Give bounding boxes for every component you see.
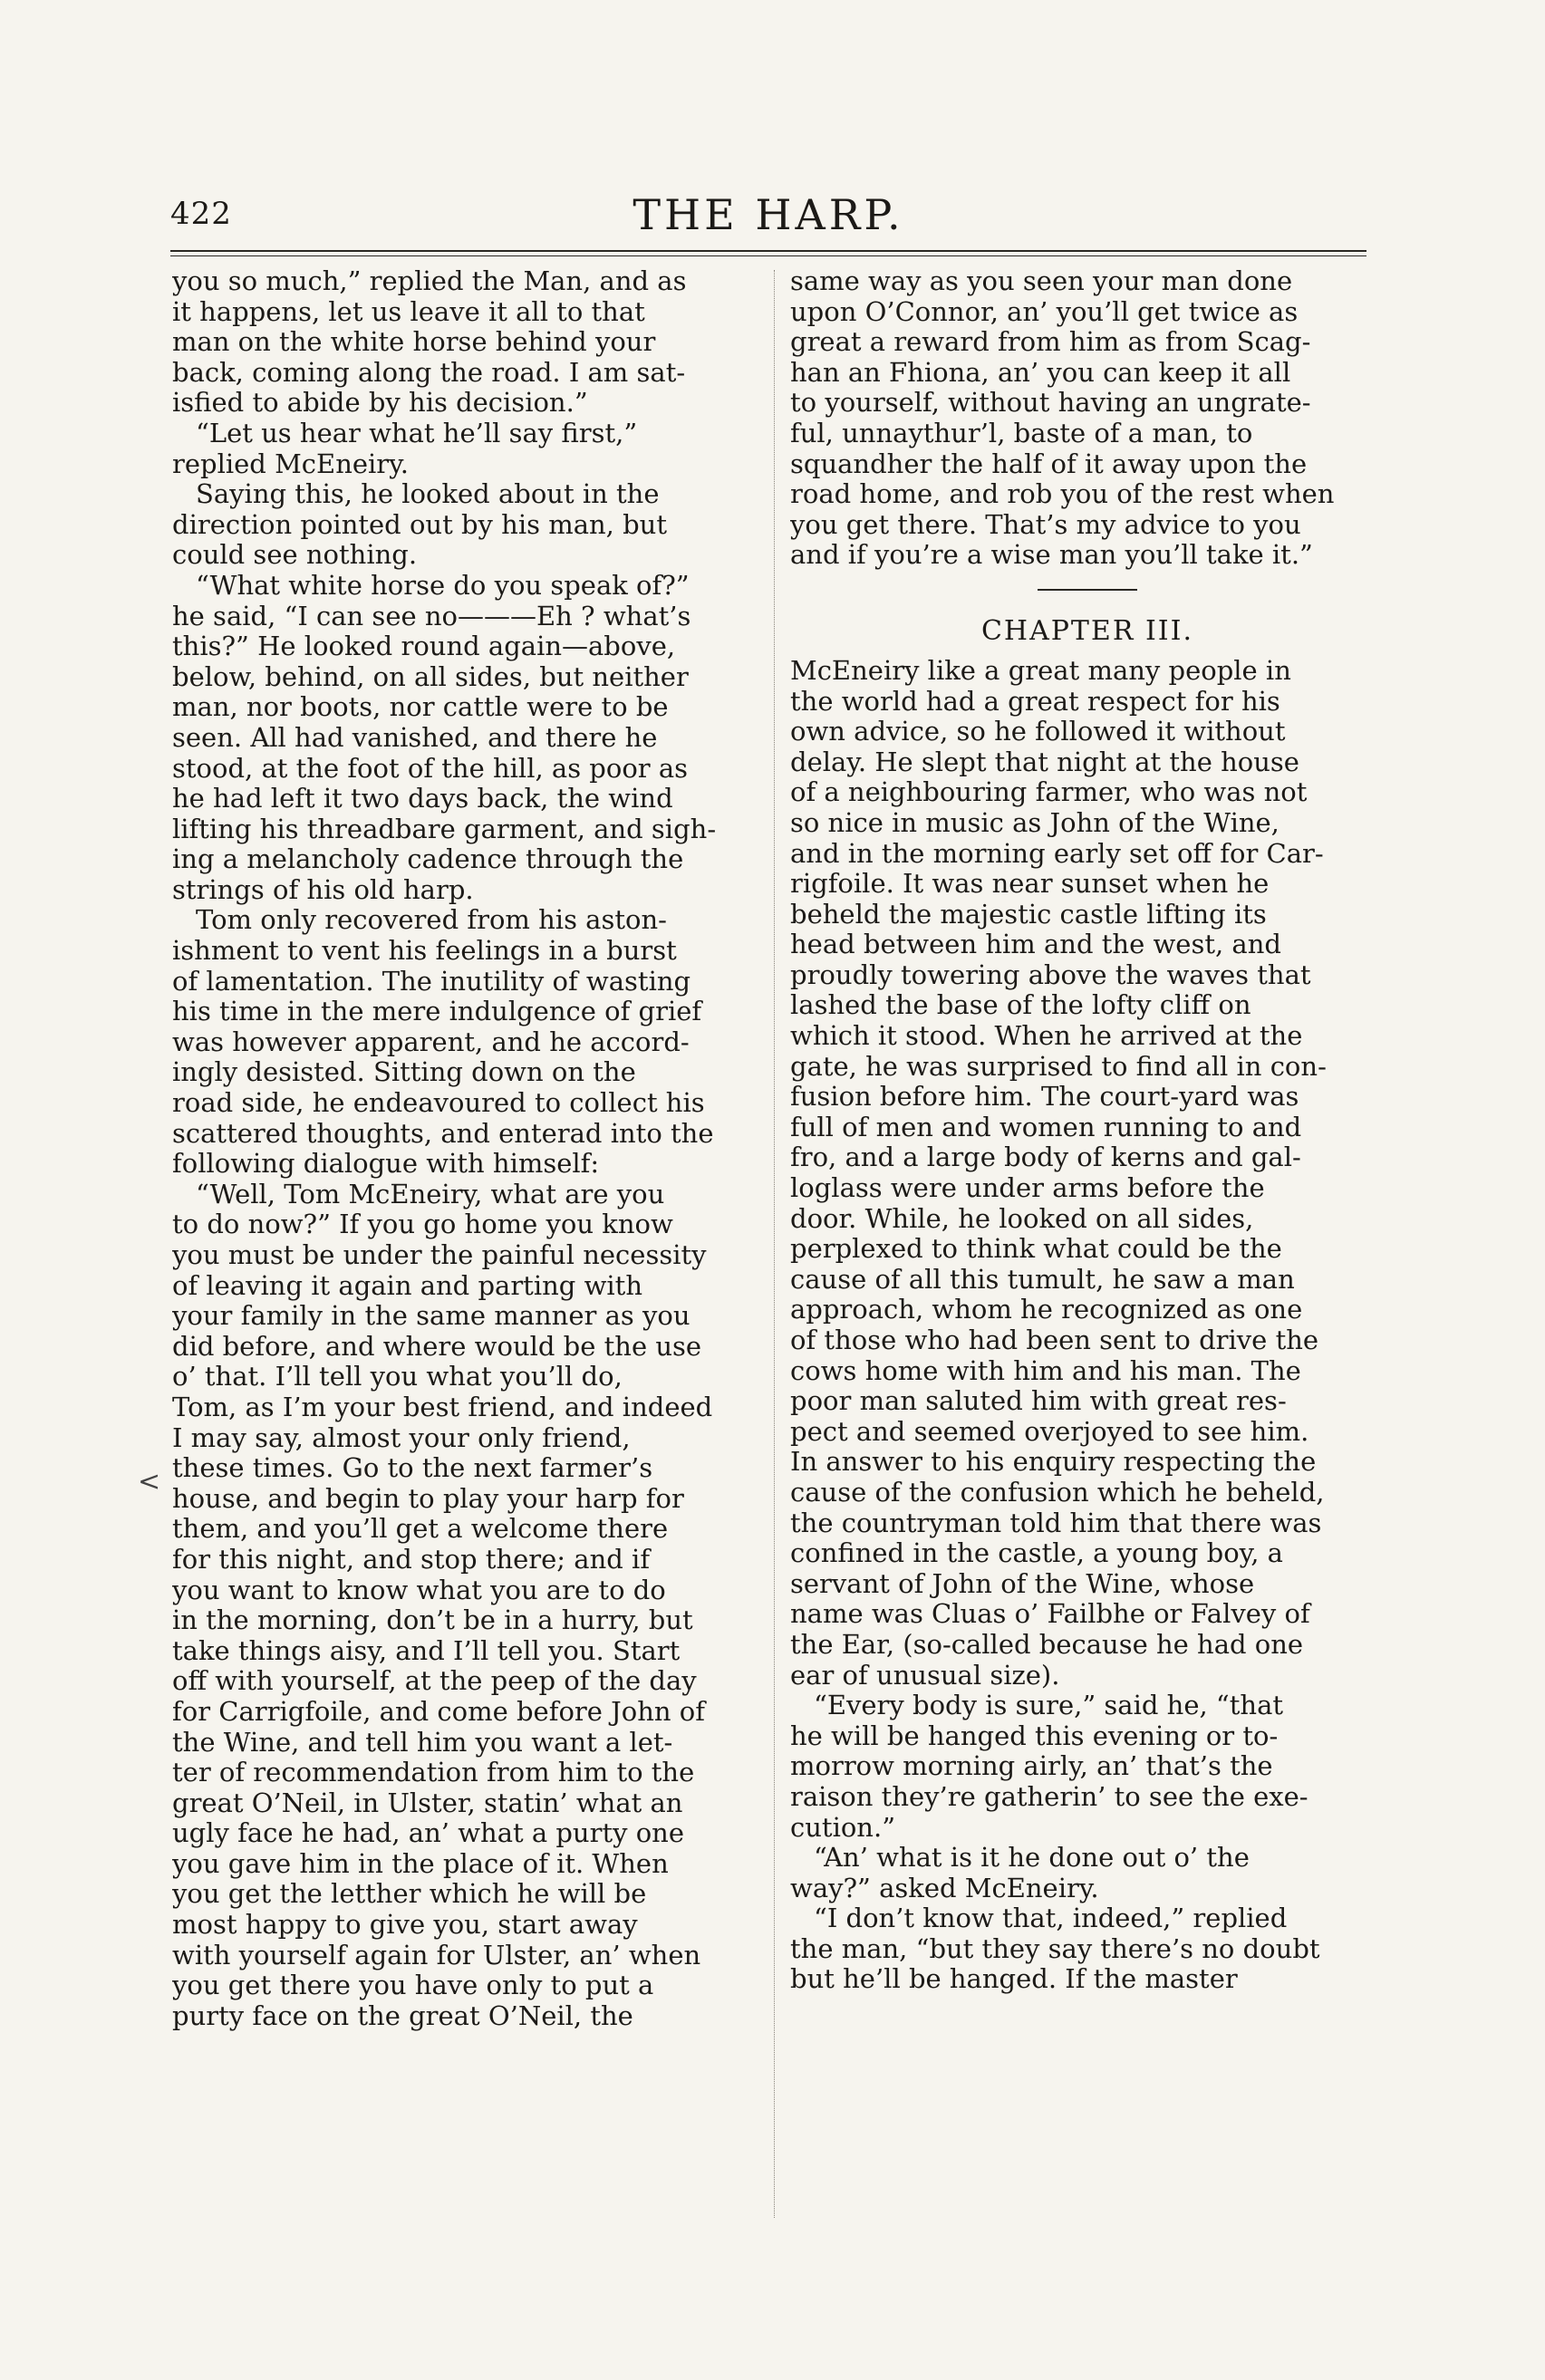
- text-line: man, nor boots, nor cattle were to be: [172, 692, 669, 723]
- text-line: of those who had been sent to drive the: [790, 1325, 1319, 1355]
- text-line: you get there you have only to put a: [172, 1970, 654, 2001]
- text-line: great O’Neil, in Ulster, statin’ what an: [172, 1787, 683, 1818]
- text-line: full of men and women running to and: [790, 1112, 1302, 1142]
- header-rule: [170, 250, 1366, 252]
- text-line: Tom only recovered from his aston-: [196, 905, 667, 936]
- text-line: following dialogue with himself:: [172, 1149, 600, 1180]
- right-column-chapter-text: [790, 656, 1385, 1995]
- text-line: of lamentation. The inutility of wasting: [172, 966, 691, 997]
- text-line: cause of all this tumult, he saw a man: [790, 1264, 1295, 1295]
- text-line: delay. He slept that night at the house: [790, 747, 1299, 777]
- text-line: take things aisy, and I’ll tell you. Start: [172, 1635, 681, 1666]
- text-line: raison they’re gatherin’ to see the exe-: [790, 1781, 1308, 1812]
- text-line: “I don’t know that, indeed,” replied: [814, 1903, 1288, 1934]
- text-line: to do now?” If you go home you know: [172, 1209, 673, 1240]
- text-line: your family in the same manner as you: [172, 1301, 690, 1332]
- text-line: confined in the castle, a young boy, a: [790, 1538, 1283, 1569]
- text-line: you gave him in the place of it. When: [172, 1848, 669, 1879]
- text-line: these times. Go to the next farmer’s: [172, 1453, 653, 1484]
- text-line: scattered thoughts, and enterad into the: [172, 1118, 714, 1149]
- text-line: fusion before him. The court-yard was: [790, 1082, 1299, 1113]
- text-line: could see nothing.: [172, 540, 418, 571]
- text-line: great a reward from him as from Scag-: [790, 327, 1311, 358]
- text-line: so nice in music as John of the Wine,: [790, 807, 1279, 838]
- text-line: o’ that. I’ll tell you what you’ll do,: [172, 1362, 623, 1392]
- text-line: purty face on the great O’Neil, the: [172, 2000, 633, 2031]
- text-line: which it stood. When he arrived at the: [790, 1021, 1303, 1052]
- text-line: pect and seemed overjoyed to see him.: [790, 1416, 1309, 1447]
- text-line: his time in the mere indulgence of grief: [172, 997, 702, 1027]
- text-line: and if you’re a wise man you’ll take it.”: [790, 540, 1313, 571]
- right-column-top-text: [790, 266, 1385, 571]
- text-line: for Carrigfoile, and come before John of: [172, 1696, 706, 1727]
- text-line: most happy to give you, start away: [172, 1910, 638, 1941]
- text-line: man on the white horse behind your: [172, 327, 656, 358]
- text-line: han an Fhiona, an’ you can keep it all: [790, 357, 1291, 388]
- text-line: to yourself, without having an ungrate-: [790, 388, 1311, 419]
- text-line: off with yourself, at the peep of the day: [172, 1666, 697, 1697]
- header-rule-thin: [170, 255, 1366, 256]
- text-line: them, and you’ll get a welcome there: [172, 1514, 669, 1545]
- column-divider: [774, 270, 775, 2218]
- text-line: perplexed to think what could be the: [790, 1234, 1282, 1265]
- text-line: road home, and rob you of the rest when: [790, 479, 1335, 510]
- text-line: door. While, he looked on all sides,: [790, 1203, 1254, 1234]
- text-line: poor man saluted him with great res-: [790, 1386, 1287, 1417]
- text-line: back, coming along the road. I am sat-: [172, 357, 686, 388]
- text-line: the Wine, and tell him you want a let-: [172, 1727, 673, 1758]
- text-line: rigfoile. It was near sunset when he: [790, 869, 1270, 900]
- text-line: the countryman told him that there was: [790, 1508, 1322, 1538]
- right-column: [790, 266, 1385, 1995]
- text-line: was however apparent, and he accord-: [172, 1026, 690, 1057]
- text-line: head between him and the west, and: [790, 930, 1281, 960]
- text-line: lashed the base of the lofty cliff on: [790, 990, 1251, 1021]
- text-line: I may say, almost your only friend,: [172, 1422, 631, 1453]
- text-line: name was Cluas o’ Failbhe or Falvey of: [790, 1599, 1310, 1630]
- text-line: ugly face he had, an’ what a purty one: [172, 1818, 685, 1849]
- text-line: in the morning, don’t be in a hurry, but: [172, 1605, 693, 1636]
- text-line: replied McEneiry.: [172, 448, 409, 479]
- text-line: proudly towering above the waves that: [790, 959, 1311, 990]
- text-line: with yourself again for Ulster, an’ when: [172, 1940, 701, 1970]
- text-line: you get the letther which he will be: [172, 1879, 647, 1910]
- page-number: 422: [170, 196, 232, 232]
- text-line: but he’ll be hanged. If the master: [790, 1964, 1238, 1995]
- text-line: squandher the half of it away upon the: [790, 448, 1308, 479]
- page-header: [170, 190, 1366, 241]
- chapter-heading: CHAPTER III.: [980, 614, 1194, 647]
- text-line: he had left it two days back, the wind: [172, 784, 673, 814]
- text-line: way?” asked McEneiry.: [790, 1873, 1099, 1903]
- text-line: lifting his threadbare garment, and sigh-: [172, 814, 717, 844]
- text-line: cution.”: [790, 1812, 896, 1843]
- text-line: it happens, let us leave it all to that: [172, 296, 645, 327]
- text-line: and in the morning early set off for Car-: [790, 838, 1324, 869]
- text-line: same way as you seen your man done: [790, 266, 1293, 296]
- text-line: of a neighbouring farmer, who was not: [790, 777, 1308, 808]
- text-line: McEneiry like a great many people in: [790, 655, 1291, 686]
- text-line: ful, unnaythur’l, baste of a man, to: [790, 418, 1253, 448]
- text-line: the man, “but they say there’s no doubt: [790, 1933, 1320, 1964]
- text-line: “What white horse do you speak of?”: [196, 570, 690, 601]
- text-line: ingly desisted. Sitting down on the: [172, 1057, 636, 1088]
- text-line: stood, at the foot of the hill, as poor as: [172, 753, 689, 784]
- text-line: ter of recommendation from him to the: [172, 1758, 695, 1788]
- text-line: morrow morning airly, an’ that’s the: [790, 1751, 1273, 1782]
- text-line: In answer to his enquiry respecting the: [790, 1447, 1317, 1478]
- margin-mark: <: [138, 1466, 161, 1498]
- text-line: did before, and where would be the use: [172, 1331, 702, 1362]
- text-line: he will be hanged this evening or to-: [790, 1720, 1279, 1751]
- text-line: loglass were under arms before the: [790, 1173, 1265, 1204]
- running-title: THE HARP.: [632, 190, 904, 239]
- text-line: Saying this, he looked about in the: [196, 479, 660, 510]
- text-line: isfied to abide by his decision.”: [172, 388, 588, 419]
- text-line: “Let us hear what he’ll say first,”: [196, 418, 638, 448]
- text-line: below, behind, on all sides, but neither: [172, 661, 689, 692]
- text-line: cause of the confusion which he beheld,: [790, 1477, 1325, 1508]
- text-line: servant of John of the Wine, whose: [790, 1568, 1255, 1599]
- text-line: ing a melancholy cadence through the: [172, 844, 684, 875]
- text-line: house, and begin to play your harp for: [172, 1483, 684, 1514]
- text-line: this?” He looked round again—above,: [172, 631, 676, 662]
- text-line: gate, he was surprised to find all in con-: [790, 1051, 1327, 1082]
- text-line: upon O’Connor, an’ you’ll get twice as: [790, 296, 1299, 327]
- text-line: for this night, and stop there; and if: [172, 1544, 651, 1575]
- text-line: approach, whom he recognized as one: [790, 1295, 1303, 1325]
- text-line: you so much,” replied the Man, and as: [172, 266, 687, 296]
- text-line: you want to know what you are to do: [172, 1575, 666, 1605]
- text-line: direction pointed out by his man, but: [172, 509, 667, 540]
- text-line: the world had a great respect for his: [790, 686, 1280, 717]
- text-line: Tom, as I’m your best friend, and indeed: [172, 1392, 713, 1422]
- left-column: [172, 266, 767, 2031]
- text-line: beheld the majestic castle lifting its: [790, 899, 1267, 930]
- text-line: “Every body is sure,” said he, “that: [814, 1691, 1284, 1721]
- text-line: road side, he endeavoured to collect his: [172, 1088, 705, 1119]
- text-line: ear of unusual size).: [790, 1660, 1060, 1691]
- text-line: ishment to vent his feelings in a burst: [172, 936, 677, 967]
- text-line: he said, “I can see no———Eh ? what’s: [172, 601, 691, 631]
- text-line: the Ear, (so-called because he had one: [790, 1629, 1304, 1660]
- text-line: strings of his old harp.: [172, 874, 474, 905]
- text-line: “An’ what is it he done out o’ the: [814, 1843, 1250, 1874]
- text-line: fro, and a large body of kerns and gal-: [790, 1142, 1301, 1173]
- text-line: of leaving it again and parting with: [172, 1270, 642, 1301]
- section-rule: [1038, 589, 1137, 591]
- text-line: you get there. That’s my advice to you: [790, 509, 1301, 540]
- text-line: seen. All had vanished, and there he: [172, 722, 658, 753]
- text-line: you must be under the painful necessity: [172, 1240, 707, 1270]
- text-line: cows home with him and his man. The: [790, 1355, 1301, 1386]
- text-line: own advice, so he followed it without: [790, 717, 1286, 747]
- text-line: “Well, Tom McEneiry, what are you: [196, 1179, 665, 1209]
